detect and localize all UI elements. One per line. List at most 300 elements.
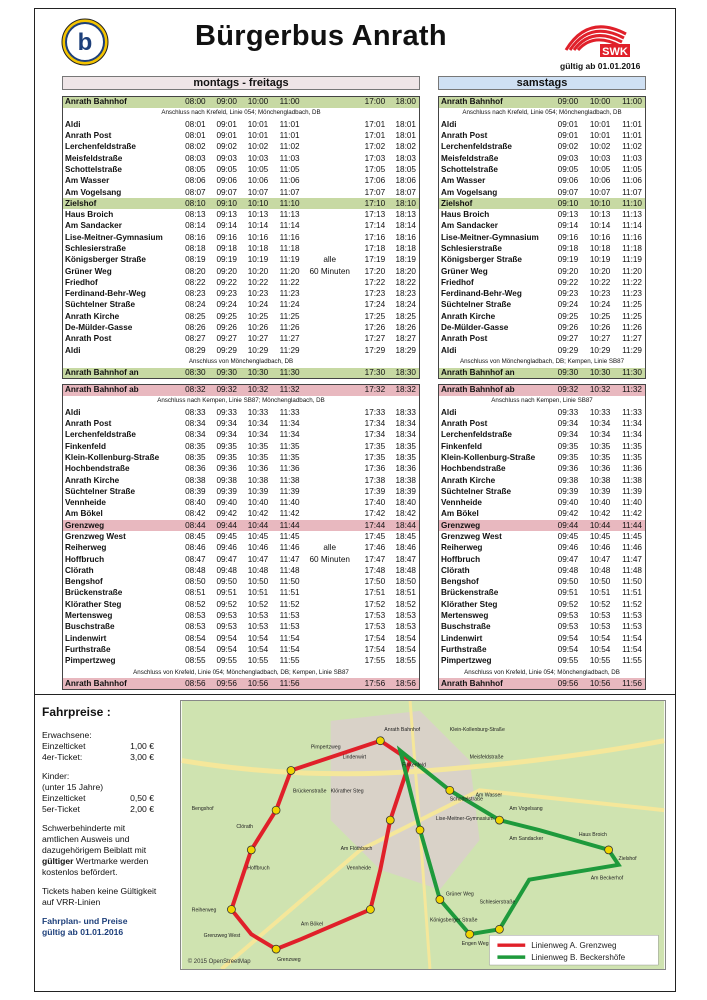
departure-time: 10:34	[247, 419, 269, 429]
departure-time: 11:52	[279, 599, 300, 609]
stop-name: Bengshof	[65, 577, 103, 587]
table-row	[63, 543, 420, 554]
table-row	[63, 221, 420, 232]
departure-time: 09:00	[549, 97, 581, 108]
connection-note-row	[63, 356, 420, 367]
stop-name: Lindenwirt	[65, 633, 107, 643]
departure-time: 18:56	[388, 678, 419, 689]
departure-time: 11:33	[279, 407, 300, 417]
departure-time: 08:27	[185, 334, 206, 344]
frequency-note	[303, 678, 357, 689]
departure-time: 10:38	[247, 475, 269, 485]
departure-time: 09:10	[209, 198, 240, 209]
departure-time: 18:20	[395, 266, 416, 276]
departure-time: 09:33	[216, 407, 237, 417]
departure-time: 10:27	[589, 334, 611, 344]
table-row	[63, 187, 420, 198]
departure-time: 10:29	[247, 345, 269, 355]
connection-note: Anschluss nach Krefeld, Linie 054; Mönchengladbach, DB	[161, 109, 321, 117]
frequency-note: alle	[323, 543, 337, 553]
frequency-note	[303, 345, 357, 356]
departure-time: 09:23	[216, 289, 237, 299]
end-row	[63, 678, 420, 689]
frequency-note: 60 Minuten	[309, 266, 350, 276]
stop-name: Klein-Kollenburg-Straße	[441, 452, 536, 462]
departure-time: 09:01	[557, 131, 579, 141]
map-label: Haus Broich	[578, 831, 607, 838]
connection-note: Anschluss von Mönchengladbach, DB	[188, 357, 294, 365]
departure-time: 17:19	[364, 255, 386, 265]
departure-time: 09:19	[216, 255, 237, 265]
connection-note: Anschluss nach Kempen, Linie SB87	[491, 397, 593, 405]
map-label: Grüner Weg	[445, 891, 474, 898]
table-row	[439, 187, 646, 198]
departure-time: 10:52	[589, 599, 611, 609]
departure-time: 11:35	[622, 452, 642, 462]
departure-time: 18:35	[395, 441, 416, 451]
departure-time: 10:54	[589, 644, 611, 654]
departure-time: 10:53	[247, 611, 269, 621]
section-weekday: montags - freitags	[62, 76, 420, 90]
frequency-note	[303, 289, 357, 300]
departure-time: 08:32	[177, 385, 208, 396]
departure-time: 11:39	[279, 486, 300, 496]
departure-time: 18:25	[395, 311, 416, 321]
stop-name: Meisfeldstraße	[441, 153, 499, 163]
departure-time: 18:40	[395, 498, 416, 508]
map-label: Anrath Bahnhof	[384, 726, 421, 733]
departure-time: 10:35	[247, 441, 269, 451]
departure-time: 17:23	[364, 289, 386, 299]
departure-time: 10:24	[247, 300, 269, 310]
stop-name: Am Sandacker	[65, 221, 122, 231]
departure-time: 18:07	[395, 187, 416, 197]
departure-time: 17:42	[364, 509, 386, 519]
departure-time: 08:25	[185, 311, 206, 321]
departure-time: 10:36	[589, 464, 611, 474]
end-row	[439, 678, 646, 689]
departure-time: 11:32	[271, 385, 302, 396]
departure-time: 09:20	[557, 266, 579, 276]
departure-time: 10:01	[589, 131, 611, 141]
departure-time: 10:47	[589, 554, 611, 564]
departure-time: 10:30	[581, 368, 613, 379]
frequency-note	[303, 599, 357, 610]
departure-time: 08:30	[177, 368, 208, 379]
table-row	[63, 176, 420, 187]
departure-time: 11:34	[622, 419, 642, 429]
departure-time: 08:47	[185, 554, 206, 564]
table-row	[439, 520, 646, 531]
departure-time: 09:13	[557, 210, 579, 220]
departure-time: 09:35	[557, 452, 579, 462]
table-row	[63, 441, 420, 452]
departure-time: 11:44	[271, 520, 302, 531]
departure-time: 09:48	[557, 565, 579, 575]
departure-time: 10:19	[589, 255, 611, 265]
departure-time: 17:48	[364, 565, 386, 575]
table-row	[63, 644, 420, 655]
table-row	[439, 452, 646, 463]
departure-time: 10:14	[589, 221, 611, 231]
stop-name: Lerchenfeldstraße	[441, 430, 512, 440]
swk-brand: SWK	[602, 46, 628, 58]
departure-time: 17:18	[364, 244, 386, 253]
table-row	[63, 322, 420, 333]
stop-name: Lerchenfeldstraße	[441, 142, 512, 152]
connection-note: Anschluss nach Kempen, Linie SB87; Mönchengladbach, DB	[157, 397, 325, 405]
map-label: Lise-Meitner-Gymnasium	[435, 816, 494, 823]
departure-time: 09:39	[216, 486, 237, 496]
departure-time: 09:35	[557, 441, 579, 451]
departure-time: 17:02	[364, 142, 386, 152]
table-row	[439, 300, 646, 311]
departure-time: 10:45	[247, 532, 269, 541]
stop-name: Grüner Weg	[441, 266, 488, 276]
adults-label: Erwachsene:	[42, 730, 92, 740]
frequency-note	[303, 130, 357, 141]
departure-time: 09:53	[216, 622, 237, 632]
departure-time: 08:51	[185, 588, 206, 598]
stop-name: Hoffbruch	[65, 554, 105, 564]
departure-time: 08:14	[185, 221, 206, 231]
departure-time: 17:01	[364, 131, 386, 141]
departure-time: 11:54	[279, 644, 300, 654]
stop-name: Anrath Bahnhof	[63, 97, 178, 108]
table-row	[63, 464, 420, 475]
departure-time: 11:45	[622, 532, 642, 541]
departure-time: 18:33	[395, 407, 416, 417]
fare-row	[42, 741, 154, 752]
frequency-note	[303, 334, 357, 345]
departure-time: 08:53	[185, 622, 206, 632]
stop-name: Anrath Kirche	[441, 475, 496, 485]
map-label: Hoffbruch	[247, 865, 270, 872]
page-title: Bürgerbus Anrath	[195, 20, 447, 52]
departure-time: 09:02	[557, 142, 579, 152]
departure-time: 08:00	[177, 97, 208, 108]
table-row	[439, 277, 646, 288]
swk-logo	[560, 20, 638, 58]
departure-time: 11:38	[622, 475, 642, 485]
table-row	[63, 243, 420, 254]
departure-time: 09:53	[557, 622, 579, 632]
table-row	[439, 311, 646, 322]
departure-time: 10:30	[240, 368, 271, 379]
departure-time: 10:07	[247, 187, 269, 197]
table-row	[63, 277, 420, 288]
table-row	[439, 164, 646, 175]
departure-time: 18:34	[395, 419, 416, 429]
table-row	[63, 486, 420, 497]
table-row	[439, 464, 646, 475]
departure-time: 18:44	[388, 520, 419, 531]
departure-time: 10:34	[589, 419, 611, 429]
departure-time: 09:27	[557, 334, 579, 344]
map-label: Pimpertzweg	[310, 744, 341, 751]
departure-time: 08:39	[185, 486, 206, 496]
departure-time: 17:47	[364, 554, 386, 564]
departure-time: 09:07	[557, 187, 579, 197]
departure-time: 18:26	[395, 323, 416, 333]
stop-name: Ferdinand-Behr-Weg	[441, 289, 522, 299]
departure-time: 09:54	[216, 633, 237, 643]
departure-time: 10:34	[247, 430, 269, 440]
stop-name: Friedhof	[441, 277, 474, 287]
departure-time: 18:36	[395, 464, 416, 474]
table-row	[63, 520, 420, 531]
departure-time: 11:16	[279, 232, 300, 242]
fare-price: 0,50 €	[130, 793, 154, 803]
departure-time: 09:51	[557, 588, 579, 598]
departure-time: 10:54	[247, 633, 269, 643]
departure-time: 09:19	[557, 255, 579, 265]
departure-time: 09:40	[557, 498, 579, 508]
start-row	[439, 97, 646, 108]
departure-time: 18:30	[388, 368, 419, 379]
departure-time: 09:29	[216, 345, 237, 355]
departure-time: 11:36	[622, 464, 642, 474]
stop-name: Am Bökel	[65, 509, 103, 519]
departure-time: 09:34	[557, 419, 579, 429]
departure-time: 18:05	[395, 164, 416, 174]
table-row	[439, 119, 646, 130]
departure-time: 10:05	[589, 164, 611, 174]
frequency-note	[303, 142, 357, 153]
departure-time: 11:00	[613, 97, 645, 108]
departure-time: 10:29	[589, 345, 611, 355]
stop-name: Schottelstraße	[65, 164, 122, 174]
departure-time: 09:10	[549, 198, 581, 209]
departure-time: 18:01	[395, 131, 416, 141]
departure-time: 18:48	[395, 565, 416, 575]
departure-time: 09:34	[216, 419, 237, 429]
table-row	[439, 418, 646, 429]
departure-time: 11:50	[279, 577, 300, 587]
departure-time: 11:38	[279, 475, 300, 485]
departure-time: 17:50	[364, 577, 386, 587]
stop-name: Finkenfeld	[65, 441, 106, 451]
frequency-note	[303, 187, 357, 198]
departure-time: 08:03	[185, 153, 206, 163]
departure-time: 08:50	[185, 577, 206, 587]
departure-time: 09:47	[557, 554, 579, 564]
departure-time: 18:16	[395, 232, 416, 242]
table-row	[439, 656, 646, 667]
departure-time: 11:33	[622, 407, 642, 417]
departure-time: 10:44	[581, 520, 613, 531]
table-row	[439, 209, 646, 220]
departure-time: 09:30	[549, 368, 581, 379]
fare-price: 2,00 €	[130, 804, 154, 814]
departure-time: 11:42	[279, 509, 300, 519]
departure-time: 09:33	[557, 407, 579, 417]
stop-name: Anrath Bahnhof an	[439, 368, 550, 379]
departure-time: 08:19	[185, 255, 206, 265]
departure-time: 09:30	[209, 368, 240, 379]
departure-time: 11:46	[279, 543, 300, 553]
table-row	[63, 610, 420, 621]
departure-time: 17:06	[364, 176, 386, 186]
departure-time: 10:01	[247, 119, 269, 129]
departure-time: 17:03	[364, 153, 386, 163]
stop-name: Grenzweg	[439, 520, 550, 531]
departure-time: 08:01	[185, 131, 206, 141]
stop-name: De-Mülder-Gasse	[441, 323, 509, 333]
departure-time: 09:18	[216, 244, 237, 253]
departure-time: 18:27	[395, 334, 416, 344]
frequency-note	[303, 656, 357, 667]
departure-time: 10:53	[247, 622, 269, 632]
departure-time: 10:52	[247, 599, 269, 609]
table-row	[439, 243, 646, 254]
departure-time: 11:01	[279, 119, 300, 129]
table-weekday-inbound	[62, 96, 420, 379]
stop-name: Süchtelner Straße	[65, 300, 136, 310]
connection-note: Anschluss von Krefeld, Linie 054; Mönchengladbach, DB	[464, 668, 620, 676]
departure-time: 08:48	[185, 565, 206, 575]
departure-time: 08:35	[185, 441, 206, 451]
departure-time: 08:20	[185, 266, 206, 276]
fare-price: 1,00 €	[130, 741, 154, 751]
departure-time: 10:20	[589, 266, 611, 276]
departure-time: 11:10	[613, 198, 645, 209]
departure-time: 08:54	[185, 633, 206, 643]
departure-time: 17:35	[364, 441, 386, 451]
departure-time: 10:48	[247, 565, 269, 575]
departure-time: 10:25	[589, 311, 611, 321]
departure-time: 08:35	[185, 452, 206, 462]
departure-time: 10:00	[581, 97, 613, 108]
departure-time: 11:16	[622, 232, 642, 242]
table-row	[63, 497, 420, 508]
stop-name: Haus Broich	[441, 210, 490, 220]
departure-time: 08:54	[185, 644, 206, 654]
departure-time: 17:30	[357, 368, 388, 379]
footer-line2: gültig ab 01.01.2016	[42, 927, 124, 937]
stop-name: Süchtelner Straße	[65, 486, 136, 496]
table-saturday-inbound	[438, 96, 646, 379]
vrr-note: Tickets haben keine Gültigkeit auf VRR-Linien	[42, 886, 157, 907]
connection-note-row	[63, 667, 420, 678]
departure-time: 17:36	[364, 464, 386, 474]
section-saturday: samstags	[438, 76, 646, 90]
departure-time: 11:27	[279, 334, 300, 344]
legend-label-b: Linienweg B. Beckershöfe	[531, 953, 626, 963]
departure-time: 11:27	[622, 334, 642, 344]
departure-time: 18:13	[395, 210, 416, 220]
departure-time: 17:46	[364, 543, 386, 553]
stop-name: Am Vogelsang	[441, 187, 498, 197]
departure-time: 10:35	[247, 452, 269, 462]
departure-time: 10:54	[589, 633, 611, 643]
departure-time: 10:20	[247, 266, 269, 276]
departure-time: 10:22	[589, 277, 611, 287]
departure-time: 08:24	[185, 300, 206, 310]
stop-name: Bengshof	[441, 577, 479, 587]
departure-time: 09:39	[557, 486, 579, 496]
stop-name: Grüner Weg	[65, 266, 112, 276]
table-row	[439, 441, 646, 452]
departure-time: 11:45	[279, 532, 300, 541]
map-label: Am Wasser	[475, 792, 503, 799]
table-row	[63, 130, 420, 141]
frequency-note	[303, 588, 357, 599]
departure-time: 09:54	[216, 644, 237, 654]
table-row	[439, 198, 646, 209]
map-label: Meisfeldstraße	[469, 754, 504, 761]
departure-time: 11:07	[279, 187, 300, 197]
table-row	[63, 656, 420, 667]
table-row	[439, 543, 646, 554]
table-row	[63, 142, 420, 153]
stop-name: Furthstraße	[441, 644, 487, 654]
departure-time: 08:23	[185, 289, 206, 299]
departure-time: 11:23	[279, 289, 300, 299]
departure-time: 09:22	[216, 277, 237, 287]
table-row	[439, 486, 646, 497]
stop-name: Clörath	[441, 565, 470, 575]
stop-name: Anrath Bahnhof	[439, 97, 550, 108]
departure-time: 11:53	[279, 622, 300, 632]
frequency-note	[303, 277, 357, 288]
departure-time: 18:22	[395, 277, 416, 287]
table-row	[439, 531, 646, 542]
departure-time: 11:25	[622, 311, 642, 321]
departure-time: 11:20	[622, 266, 642, 276]
map-label: Reiherweg	[191, 907, 217, 914]
frequency-note	[303, 644, 357, 655]
connection-note-row	[439, 667, 646, 678]
departure-time: 09:16	[216, 232, 237, 242]
stop-name: Anrath Bahnhof an	[63, 368, 178, 379]
departure-time: 11:56	[613, 678, 645, 689]
stop-name: Vennheide	[65, 498, 106, 508]
frequency-note	[303, 633, 357, 644]
departure-time: 10:55	[589, 656, 611, 666]
table-row	[439, 475, 646, 486]
footer-line1: Fahrplan- und Preise	[42, 916, 128, 926]
stop-name: Haus Broich	[65, 210, 114, 220]
stop-name: Anrath Kirche	[65, 475, 120, 485]
stop-name: Anrath Post	[441, 131, 488, 141]
departure-time: 17:25	[364, 311, 386, 321]
frequency-note	[303, 520, 357, 531]
stop-name: Klörather Steg	[65, 599, 122, 609]
departure-time: 08:55	[185, 656, 206, 666]
start-row	[63, 97, 420, 108]
departure-time: 11:30	[271, 368, 302, 379]
departure-time: 17:52	[364, 599, 386, 609]
connection-note-row	[439, 356, 646, 367]
departure-time: 08:16	[185, 232, 206, 242]
departure-time: 18:01	[395, 119, 416, 129]
map-label: Zielshof	[618, 855, 637, 862]
departure-time: 11:01	[622, 119, 642, 129]
departure-time: 10:48	[589, 565, 611, 575]
departure-time: 18:29	[395, 345, 416, 355]
departure-time: 09:38	[557, 475, 579, 485]
departure-time: 09:26	[557, 323, 579, 333]
departure-time: 11:46	[622, 543, 642, 553]
departure-time: 09:42	[216, 509, 237, 519]
frequency-note	[303, 209, 357, 220]
departure-time: 11:51	[279, 588, 300, 598]
stop-name: Pimpertzweg	[441, 656, 492, 666]
departure-time: 08:45	[185, 532, 206, 541]
map-label: Engen Weg	[461, 941, 489, 948]
departure-time: 08:07	[185, 187, 206, 197]
